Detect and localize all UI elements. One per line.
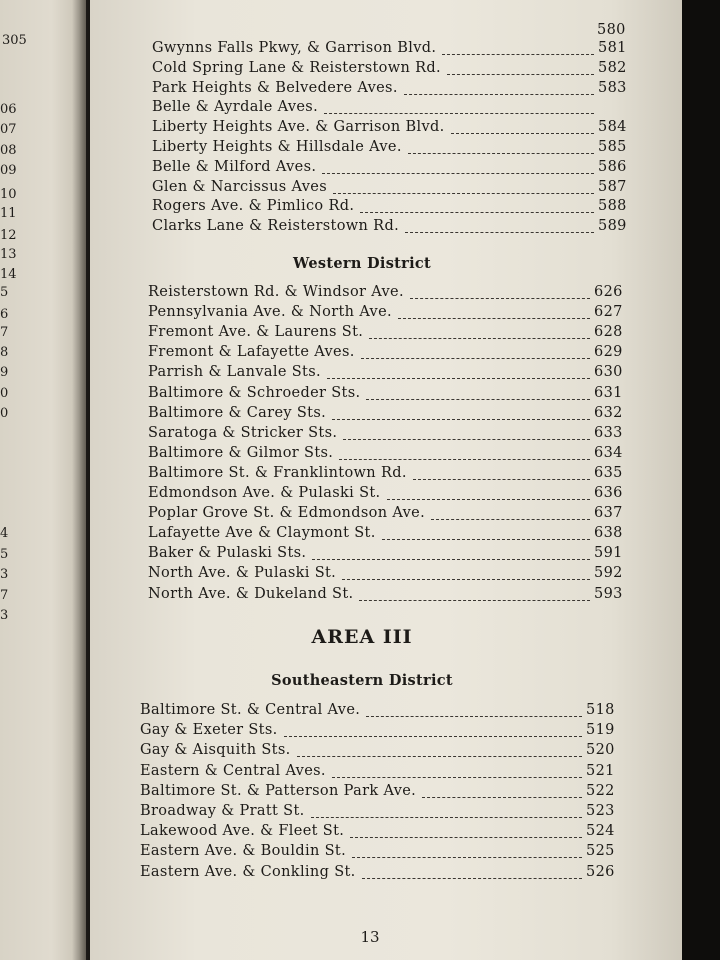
dot-leader: [404, 93, 594, 95]
dot-leader: [366, 398, 590, 400]
dot-leader: [311, 816, 582, 818]
entry-location: Liberty Heights & Hillsdale Ave.: [152, 139, 402, 155]
index-entry: [148, 586, 622, 606]
entry-location: Eastern & Central Aves.: [140, 762, 326, 779]
index-entry: [148, 505, 622, 525]
left-page-number: 5: [0, 547, 9, 562]
index-entry: [140, 722, 614, 742]
index-entry: [140, 783, 614, 803]
right-page: [90, 0, 682, 960]
left-page-number: 0: [0, 406, 9, 421]
entry-location: Lafayette Ave & Claymont St.: [148, 525, 376, 542]
index-entry: [148, 565, 622, 585]
entry-page-number: 637: [594, 505, 623, 522]
left-page-number: 6: [0, 307, 9, 322]
entry-page-number: 630: [594, 364, 623, 381]
dot-leader: [359, 599, 590, 601]
entry-location: Broadway & Pratt St.: [140, 803, 305, 819]
entry-page-number: 523: [586, 803, 615, 819]
entry-page-number: 589: [598, 218, 627, 235]
entry-page-number: 587: [598, 178, 627, 195]
entry-page-number: 522: [586, 782, 615, 799]
entry-page-number: 583: [598, 79, 627, 96]
dot-leader: [342, 578, 590, 580]
entry-location: Baltimore & Gilmor Sts.: [148, 444, 334, 461]
entry-location: Fremont & Lafayette Aves.: [148, 344, 355, 361]
index-entry: [140, 742, 614, 762]
dot-leader: [339, 458, 590, 460]
entry-location: Baltimore St. & Patterson Park Ave.: [140, 782, 417, 799]
dot-leader: [352, 856, 582, 858]
entry-location: Reisterstown Rd. & Windsor Ave.: [148, 284, 404, 300]
index-entry: [148, 465, 622, 485]
entry-location: Baltimore & Carey Sts.: [148, 404, 327, 421]
left-page-number: 7: [0, 588, 9, 603]
entry-location: Belle & Milford Aves.: [152, 158, 317, 175]
index-entry: [152, 80, 626, 100]
dot-leader: [431, 518, 590, 520]
left-page-number: 4: [0, 526, 9, 541]
left-page-number: 08: [0, 143, 17, 158]
entry-location: Clarks Lane & Reisterstown Rd.: [152, 218, 400, 235]
entry-location: Glen & Narcissus Aves: [152, 178, 328, 195]
entry-location: Baltimore St. & Franklintown Rd.: [148, 464, 407, 481]
dot-leader: [447, 73, 594, 75]
page-number: 13: [360, 928, 380, 946]
entry-location: Baltimore & Schroeder Sts.: [148, 384, 361, 401]
entry-location: Gwynns Falls Pkwy, & Garrison Blvd.: [152, 40, 437, 56]
entry-page-number: 631: [594, 384, 623, 401]
index-entry: [140, 823, 614, 843]
index-entry: [148, 304, 622, 324]
dot-leader: [382, 538, 590, 540]
entry-page-number: 635: [594, 464, 623, 481]
dot-leader: [332, 418, 590, 420]
left-page-number: 8: [0, 345, 9, 360]
district-heading: Southeastern District: [271, 672, 453, 689]
entry-location: Edmondson Ave. & Pulaski St.: [148, 485, 381, 501]
entry-location: Fremont Ave. & Laurens St.: [148, 324, 364, 341]
entry-page-number: 520: [586, 742, 615, 759]
entry-page-number: 628: [594, 324, 623, 341]
entry-page-number: 586: [598, 158, 627, 175]
entry-page-number: 525: [586, 843, 615, 860]
index-entry: [152, 60, 626, 80]
dot-leader: [297, 755, 582, 757]
dot-leader: [324, 112, 594, 114]
left-page-number: 0: [0, 386, 9, 401]
area-heading: AREA III: [311, 626, 413, 648]
entry-location: Belle & Ayrdale Aves.: [152, 99, 319, 116]
index-entry: [152, 139, 626, 159]
left-page-number: 3: [0, 608, 9, 623]
entry-location: Parrish & Lanvale Sts.: [148, 364, 321, 381]
entry-location: Baker & Pulaski Sts.: [148, 545, 307, 562]
entry-page-number: 582: [598, 59, 627, 76]
index-entry: [140, 702, 614, 722]
index-entry: [148, 385, 622, 405]
entry-page-number: 581: [598, 40, 627, 56]
dot-leader: [398, 317, 590, 319]
entry-page-number: 585: [598, 139, 627, 155]
entry-page-number: 592: [594, 565, 623, 582]
dot-leader: [360, 211, 594, 213]
entry-location: Park Heights & Belvedere Aves.: [152, 79, 398, 96]
entry-location: Baltimore St. & Central Ave.: [140, 702, 361, 718]
entry-page-number: 518: [586, 702, 615, 718]
index-entry: [148, 425, 622, 445]
entry-page-number: 636: [594, 485, 623, 501]
index-entry: [152, 198, 626, 218]
dot-leader: [362, 877, 582, 879]
dot-leader: [442, 53, 594, 55]
left-page-number: 305: [2, 33, 27, 48]
dot-leader: [369, 337, 590, 339]
dot-leader: [405, 231, 594, 233]
entry-page-number: 626: [594, 284, 623, 300]
left-page-number: 09: [0, 163, 17, 178]
index-entry: [140, 864, 614, 884]
entry-location: Rogers Ave. & Pimlico Rd.: [152, 198, 355, 215]
index-entry: [140, 803, 614, 823]
entry-location: Eastern Ave. & Bouldin St.: [140, 843, 347, 860]
left-page-number: 14: [0, 267, 17, 282]
top-page-number: 580: [597, 22, 626, 38]
dot-leader: [413, 478, 590, 480]
dot-leader: [343, 438, 590, 440]
index-entry: [148, 485, 622, 505]
entry-location: North Ave. & Dukeland St.: [148, 585, 354, 602]
entry-page-number: 524: [586, 823, 615, 840]
entry-page-number: 519: [586, 722, 615, 739]
entry-location: Cold Spring Lane & Reisterstown Rd.: [152, 59, 442, 76]
index-entry: [152, 218, 626, 238]
entry-location: Gay & Exeter Sts.: [140, 722, 278, 739]
left-page-number: 06: [0, 102, 17, 117]
index-entry: [140, 843, 614, 863]
entry-page-number: 633: [594, 424, 623, 441]
index-entry: [152, 40, 626, 60]
dot-leader: [327, 377, 590, 379]
index-entry: [148, 344, 622, 364]
dot-leader: [284, 735, 582, 737]
entry-location: Eastern Ave. & Conkling St.: [140, 863, 356, 880]
entry-location: Saratoga & Stricker Sts.: [148, 424, 338, 441]
left-page-number: 11: [0, 206, 17, 221]
entry-location: Poplar Grove St. & Edmondson Ave.: [148, 505, 426, 522]
entry-location: Lakewood Ave. & Fleet St.: [140, 823, 345, 840]
entry-location: North Ave. & Pulaski St.: [148, 565, 337, 582]
dot-leader: [322, 172, 594, 174]
index-entry: [148, 525, 622, 545]
entry-page-number: 593: [594, 585, 623, 602]
dot-leader: [410, 297, 590, 299]
dot-leader: [366, 715, 582, 717]
dot-leader: [350, 836, 582, 838]
dot-leader: [422, 796, 582, 798]
entry-page-number: 588: [598, 198, 627, 215]
dot-leader: [332, 776, 582, 778]
left-page-number: 12: [0, 228, 17, 243]
left-page-number: 13: [0, 247, 17, 262]
dot-leader: [333, 192, 594, 194]
left-page-number: 7: [0, 325, 9, 340]
dot-leader: [451, 132, 594, 134]
index-entry: [140, 763, 614, 783]
entry-location: Gay & Aisquith Sts.: [140, 742, 291, 759]
index-entry: [148, 284, 622, 304]
index-entry: [152, 119, 626, 139]
entry-page-number: 521: [586, 762, 615, 779]
district-heading: Western District: [292, 255, 432, 272]
index-entry: [148, 545, 622, 565]
entry-location: Liberty Heights Ave. & Garrison Blvd.: [152, 119, 445, 136]
entry-page-number: 584: [598, 119, 627, 136]
entry-page-number: 634: [594, 444, 623, 461]
index-entry: [148, 405, 622, 425]
entry-page-number: 627: [594, 304, 623, 321]
dot-leader: [408, 152, 594, 154]
dot-leader: [361, 357, 590, 359]
index-entry: [152, 179, 626, 199]
index-entry: [148, 445, 622, 465]
dot-leader: [387, 498, 591, 500]
left-page-number: 9: [0, 365, 9, 380]
dot-leader: [312, 558, 590, 560]
entry-location: Pennsylvania Ave. & North Ave.: [148, 304, 392, 321]
entry-page-number: 629: [594, 344, 623, 361]
index-entry: [148, 324, 622, 344]
left-page-number: 10: [0, 187, 17, 202]
entry-page-number: 632: [594, 404, 623, 421]
entry-page-number: 526: [586, 863, 615, 880]
index-entry: [152, 159, 626, 179]
entry-page-number: 591: [594, 545, 623, 562]
entry-page-number: 638: [594, 525, 623, 542]
left-page-number: 5: [0, 285, 9, 300]
index-entry: [148, 364, 622, 384]
left-page-number: 3: [0, 567, 9, 582]
index-entry: [152, 99, 626, 119]
left-page-number: 07: [0, 122, 17, 137]
